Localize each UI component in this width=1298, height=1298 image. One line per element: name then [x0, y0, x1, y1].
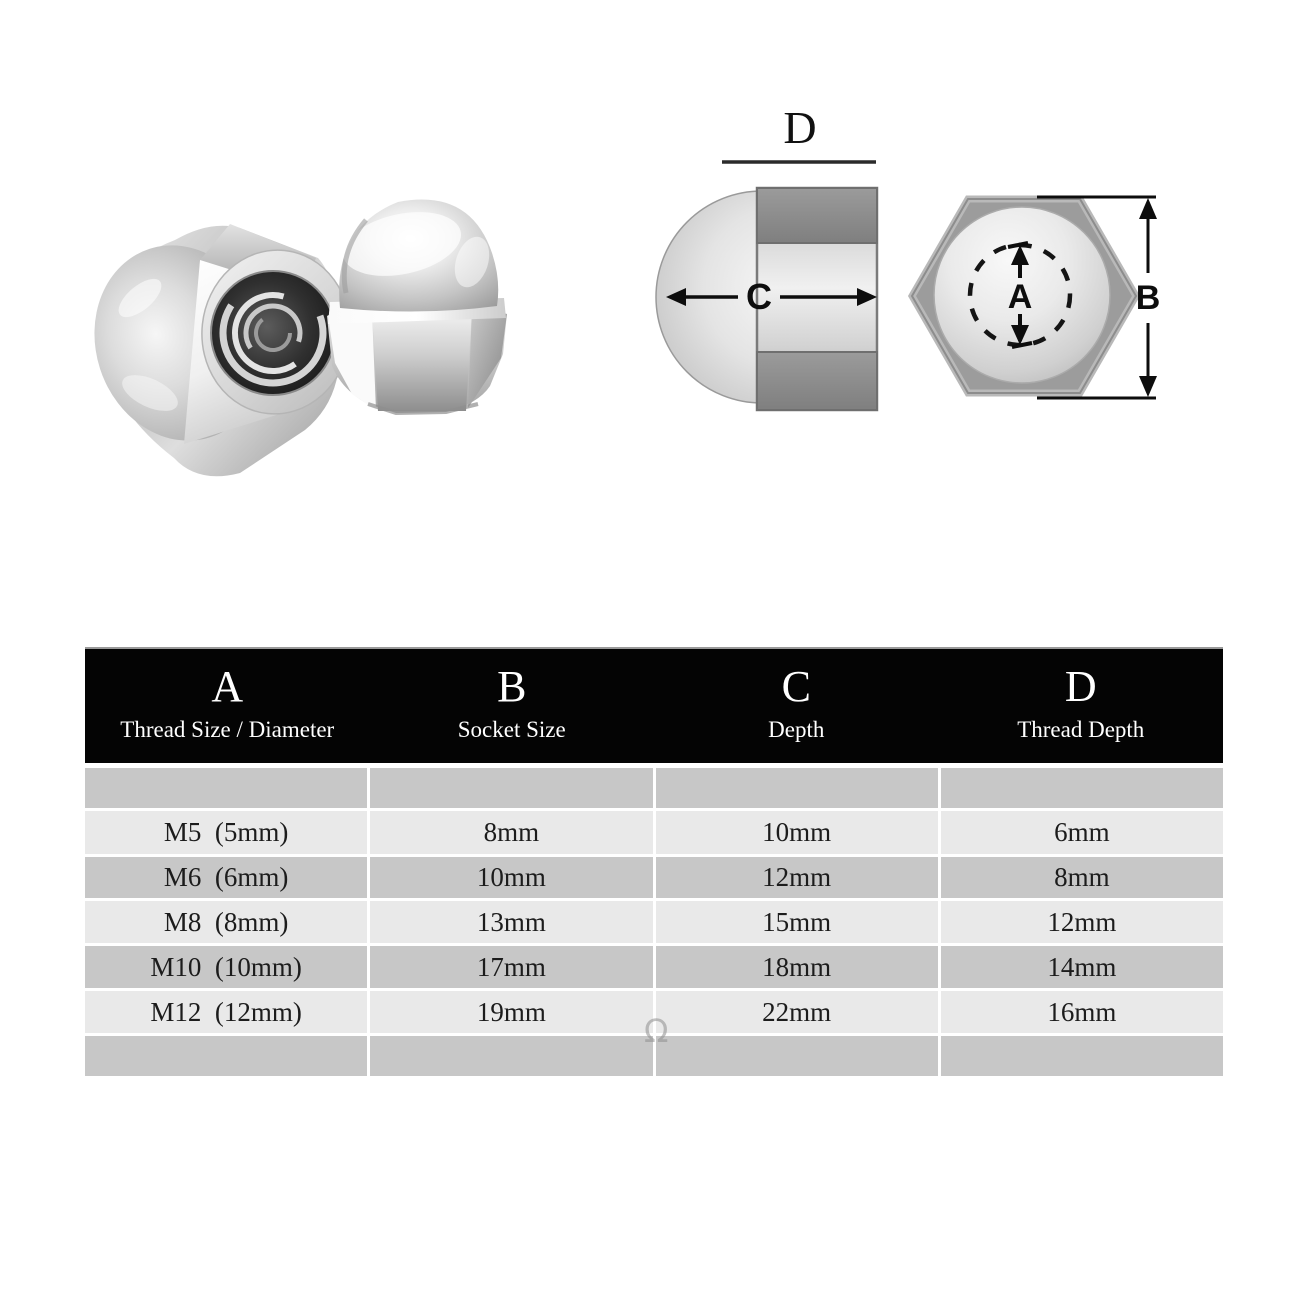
cap-nuts-photo-illustration: [80, 158, 520, 503]
empty-cell: [85, 768, 367, 808]
column-header-c: [654, 649, 939, 763]
thread-size-cell: M12 (12mm): [85, 991, 367, 1033]
product-photo: [80, 158, 520, 503]
thread-depth-label: D: [783, 102, 817, 153]
dimension-diagram-svg: [640, 95, 1240, 455]
thread-size-cell: M8 (8mm): [85, 901, 367, 943]
empty-cell: [370, 768, 652, 808]
socket-size-cell: 19mm: [370, 991, 652, 1033]
socket-size-cell: 8mm: [370, 811, 652, 854]
depth-cell: 15mm: [656, 901, 938, 943]
thread-depth-cell: 14mm: [941, 946, 1223, 988]
depth-cell: 10mm: [656, 811, 938, 854]
thread-depth-cell: 12mm: [941, 901, 1223, 943]
side-view: [656, 102, 877, 410]
table-row-spacer-top: [85, 768, 1223, 808]
column-letter: A: [211, 662, 244, 711]
column-header-d: [939, 649, 1224, 763]
table-row-m8: [85, 901, 1223, 943]
arrowhead-down: [1139, 376, 1157, 397]
empty-cell: [941, 768, 1223, 808]
empty-cell: [941, 1036, 1223, 1076]
column-letter: B: [497, 662, 527, 711]
thread-size-cell: M10 (10mm): [85, 946, 367, 988]
column-letter: D: [1064, 662, 1097, 711]
depth-label: C: [746, 276, 772, 317]
thread-size-cell: M5 (5mm): [85, 811, 367, 854]
thread-size-cell: M6 (6mm): [85, 857, 367, 898]
socket-size-cell: 17mm: [370, 946, 652, 988]
dimension-diagram: [640, 95, 1240, 455]
table-header: [85, 647, 1223, 763]
column-header-b: [370, 649, 655, 763]
thread-depth-cell: 6mm: [941, 811, 1223, 854]
empty-cell: [656, 768, 938, 808]
column-name: Thread Size / Diameter: [120, 717, 335, 742]
table-row-m10: [85, 946, 1223, 988]
socket-size-cell: 10mm: [370, 857, 652, 898]
empty-cell: [85, 1036, 367, 1076]
socket-size-label: B: [1135, 279, 1161, 317]
thread-depth-cell: 8mm: [941, 857, 1223, 898]
top-view: [912, 197, 1160, 398]
thread-diameter-label: A: [1007, 278, 1033, 316]
hex-flat-top-band: [757, 188, 877, 243]
column-letter: C: [781, 662, 811, 711]
cap-nut-tilted: [80, 223, 358, 476]
depth-cell: 18mm: [656, 946, 938, 988]
column-name: Depth: [768, 717, 825, 742]
socket-size-cell: 13mm: [370, 901, 652, 943]
column-header-a: [85, 649, 370, 763]
table-row-m6: [85, 857, 1223, 898]
column-name: Socket Size: [457, 717, 566, 742]
cap-nut-upright: [327, 200, 507, 413]
depth-cell: 12mm: [656, 857, 938, 898]
depth-cell: 22mm: [656, 991, 938, 1033]
table-row-m5: [85, 811, 1223, 854]
arrowhead-up: [1139, 198, 1157, 219]
empty-cell: [656, 1036, 938, 1076]
thread-depth-cell: 16mm: [941, 991, 1223, 1033]
hex-flat-bottom-band: [757, 352, 877, 410]
empty-cell: [370, 1036, 652, 1076]
column-name: Thread Depth: [1017, 717, 1145, 742]
watermark: Ω: [644, 1012, 669, 1050]
